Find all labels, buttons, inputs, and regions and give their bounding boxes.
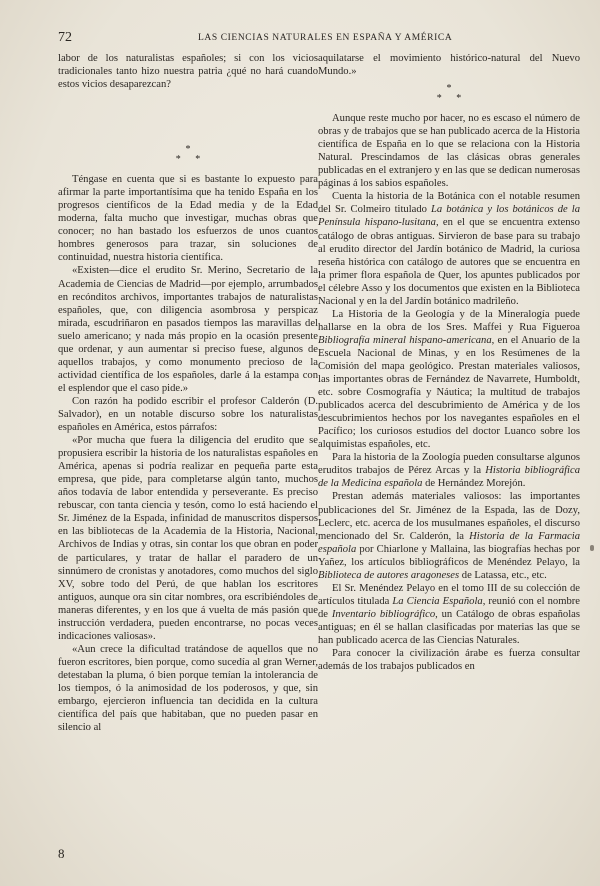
left-column	[58, 52, 318, 734]
book-title: Historia de la Farmacia española	[318, 530, 580, 555]
text-run: El Sr. Menéndez Pelayo en el tomo III de su colección de artículos titulada	[318, 582, 580, 607]
asterisk-top: *	[185, 144, 191, 156]
text-run: , en el Anuario de la Escuela Nacional de Minas, y en los Resúmenes de la Comisión del mapa geológico. Prestan materiales valiosos, las importantes obras de Fernández de Navarrete, Humboldt, etc. sobre Cosmografía y Náutica; la multitud de trabajos publicados acerca del descubrimiento de América y de los descubrimientos hechos por los navegantes españoles en el Pacífico; los curiosos estudios del doctor Luanco sobre los alquimistas españoles, etc.	[318, 334, 581, 451]
paragraph: aquilatarse el movimiento histórico-natural del Nuevo Mundo.»	[318, 53, 580, 78]
paragraph: Aunque reste mucho por hacer, no es escaso el número de obras y de trabajos que se han publicado acerca de la Historia científica de España en lo que se relaciona con la Historia Natural. Prescindamos de las clásicas obras generales publicadas en el extranjero y en las que se dedican numerosas páginas á los sabios españoles.	[318, 113, 580, 190]
paragraph: labor de los naturalistas españoles; si con los vicios tradicionales tanto hizo nuestra patria ¿qué no hará cuando estos vicios desaparezcan?	[58, 53, 318, 91]
text-run: de Hernández Morejón.	[422, 478, 526, 490]
section-divider	[318, 84, 580, 104]
book-title: Inventario bibliográfico	[331, 608, 436, 620]
text-run: , un Catálogo de obras españolas antiguas; en él se hallan clasificadas por materias las que se han publicado acerca de las Ciencias Naturales.	[318, 608, 580, 646]
paragraph	[318, 190, 580, 307]
section-divider	[58, 145, 318, 165]
signature-mark: 8	[58, 846, 65, 861]
book-title: La botánica y los botánicos de la Península hispano-lusitana	[318, 204, 580, 229]
text-run: La Historia de la Geología y de la Mineralogía puede hallarse en la obra de los Sres. Maffei y Rua Figueroa	[318, 308, 580, 333]
paragraph: Con razón ha podido escribir el profesor Calderón (D. Salvador), en un notable discurso sobre los naturalistas españoles en América, estos párrafos:	[58, 395, 318, 434]
text-run: Prestan además materiales valiosos: las importantes publicaciones del Sr. Jiménez de la Espada, las de Dozy, Leclerc, etc. acerca de los musulmanes españoles, el discurso mencionado del Sr. Calderón, la	[318, 491, 580, 542]
paragraph: Téngase en cuenta que si es bastante lo expuesto para afirmar la parte importantísima que ha tenido España en los progresos científicos de la Edad media y de la Edad moderna, falta mucho que investigar, muchas obras que conocer; no han bastado los esfuerzos de unos cuantos hombres generosos para trazar, sin soluciones de continuidad, nuestra historia científica.	[58, 174, 318, 264]
text-run: por Chiarlone y Mallaina, las biografías hechas por Yañez, los artículos bibliográficos de Menéndez Pelayo, la	[318, 543, 580, 568]
book-title: La Ciencia Española	[392, 595, 483, 607]
asterisk-bottom: * *	[175, 154, 207, 166]
text-run: de Latassa, etc., etc.	[459, 569, 547, 581]
page-number: 72	[58, 30, 72, 45]
paragraph: «Existen—dice el erudito Sr. Merino, Secretario de la Academia de Ciencias de Madrid—por ejemplo, arrumbados en recónditos archivos, importantes trabajos de naturalistas españoles, que, con diligencia asombrosa y perspicaz mirada, escudriñaron en pasados tiempos las maravillas del suelo americano; y nada más propio en la ocasión presente que ordenar, y aun aumentar si preciso fuese, algunos de aquellos trabajos, y como monumento precioso de la actividad científica de los españoles, darle á la estampa con el esplendor que el caso pide.»	[58, 265, 318, 394]
book-title: Bibliografía mineral hispano-americana	[318, 334, 492, 346]
asterisk-top: *	[446, 83, 452, 95]
book-title: Biblioteca de autores aragoneses	[318, 569, 460, 581]
paragraph	[318, 308, 580, 452]
right-column	[318, 52, 580, 673]
paragraph	[318, 490, 580, 581]
asterisk-bottom: * *	[436, 93, 468, 105]
spacer	[58, 91, 318, 139]
running-title: LAS CIENCIAS NATURALES EN ESPAÑA Y AMÉRICA	[198, 33, 453, 43]
paragraph: Para conocer la civilización árabe es fuerza consultar además de los trabajos publicados en	[318, 648, 580, 673]
paragraph: «Por mucha que fuera la diligencia del erudito que se propusiera escribir la historia de los naturalistas españoles en América, apenas si podría realizar en pequeña parte esta empresa, que pide, para completarse algún tanto, muchos años todavía de labor entendida y perseverante. Es preciso rebuscar, con tanta ciencia y tesón, como lo está haciendo el Sr. Jiménez de la Espada, infinidad de manuscritos dispersos en las bibliotecas de la Academia de la Historia, Nacional, Archivos de Indias y otras, sin contar los que obran en poder de particulares, y tratar de hallar el paradero de un sinnúmero de cronistas y anotadores, como muchos del siglo XV, sobre todo del Perú, de que hablan los escritores antiguos, aunque ora sin citar nombres, ora escribiéndoles de maneras diferentes, y en los que á vuelta de más pasión que instrucción verdadera, pueden encontrarse, no pocas veces indicaciones valiosas».	[58, 435, 318, 642]
paragraph	[318, 451, 580, 490]
paper-blemish	[590, 545, 594, 551]
book-title: Historia bibliográfica de la Medicina española	[318, 465, 580, 490]
text-run: Para la historia de la Zoología pueden consultarse algunos eruditos trabajos de Pérez Arcas y la	[318, 452, 580, 477]
page-header	[58, 30, 578, 48]
paragraph	[318, 582, 580, 647]
text-run: Cuenta la historia de la Botánica con el notable resumen del Sr. Colmeiro titulado	[318, 191, 580, 216]
text-run: , en el que se encuentra extenso catálogo de obras antiguas. Sirvieron de base para su trabajo al erudito director del Jardín botánico de Madrid, la curiosa reseña histórica con catálogo de autores que se encuentra en la primer flora española de Quer, los apuntes publicados por el célebre Asso y los documentos que existen en la Biblioteca Nacional y en la del Jardín botánico madrileño.	[318, 217, 580, 307]
text-run: , reunió con el nombre de	[318, 595, 580, 620]
paragraph: «Aun crece la dificultad tratándose de aquellos que no fueron escritores, bien porque, como sucedía al gran Werner, detestaban la pluma, ó bien porque temían la intolerancia de los tiempos, ó la animosidad de los poderosos, y que, sin embargo, ejercieron influencia tan decidida en la cultura científica del país que habitaban, que no pueden pasar en silencio al	[58, 643, 318, 734]
